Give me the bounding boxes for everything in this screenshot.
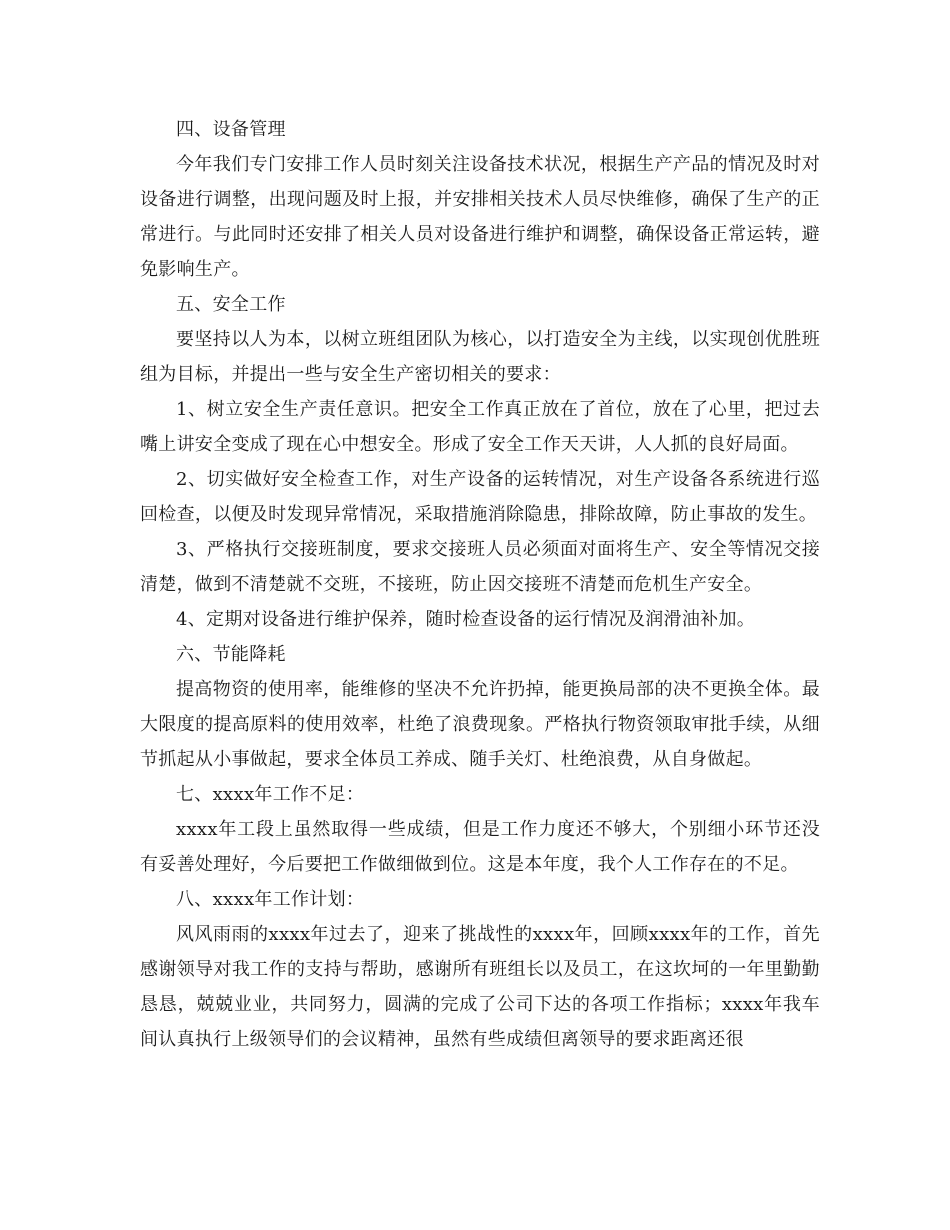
paragraph-energy: 提高物资的使用率，能维修的坚决不允许扔掉，能更换局部的决不更换全体。最大限度的提高原料的使用效率，杜绝了浪费现象。严格执行物资领取审批手续，从细节抓起从小事做起，要求全体员工养成、随手关灯、杜绝浪费，从自身做起。 [140,679,820,770]
paragraph-equipment: 今年我们专门安排工作人员时刻关注设备技术状况，根据生产产品的情况及时对设备进行调整，出现问题及时上报，并安排相关技术人员尽快维修，确保了生产的正常进行。与此同时还安排了相关人员对设备进行维护和调整，确保设备正常运转，避免影响生产。 [140,154,820,280]
paragraph-safety-intro: 要坚持以人为本，以树立班组团队为核心，以打造安全为主线，以实现创优胜班组为目标，并提出一些与安全生产密切相关的要求： [140,329,820,385]
section-heading-energy: 六、节能降耗 [176,644,286,665]
section-heading-safety: 五、安全工作 [176,294,286,315]
paragraph-plan: 风风雨雨的xxxx年过去了，迎来了挑战性的xxxx年，回顾xxxx年的工作，首先感谢领导对我工作的支持与帮助，感谢所有班组长以及员工，在这坎坷的一年里勤勤恳恳，兢兢业业，共同努力，圆满的完成了公司下达的各项工作指标；xxxx年我车间认真执行上级领导们的会议精神，虽然有些成绩但离领导的要求距离还很 [140,924,820,1050]
section-heading-plan: 八、xxxx年工作计划： [176,889,365,910]
paragraph-shortcomings: xxxx年工段上虽然取得一些成绩，但是工作力度还不够大，个别细小环节还没有妥善处理好，今后要把工作做细做到位。这是本年度，我个人工作存在的不足。 [140,819,820,875]
document-page [140,112,820,1057]
paragraph-safety-item-1: 1、树立安全生产责任意识。把安全工作真正放在了首位，放在了心里，把过去嘴上讲安全变成了现在心中想安全。形成了安全工作天天讲，人人抓的良好局面。 [140,399,820,455]
paragraph-safety-item-2: 2、切实做好安全检查工作，对生产设备的运转情况，对生产设备各系统进行巡回检查，以便及时发现异常情况，采取措施消除隐患，排除故障，防止事故的发生。 [140,469,820,525]
paragraph-safety-item-3: 3、严格执行交接班制度，要求交接班人员必须面对面将生产、安全等情况交接清楚，做到不清楚就不交班，不接班，防止因交接班不清楚而危机生产安全。 [140,539,820,595]
section-heading-equipment: 四、设备管理 [176,119,286,140]
paragraph-safety-item-4: 4、定期对设备进行维护保养，随时检查设备的运行情况及润滑油补加。 [176,609,756,630]
section-heading-shortcomings: 七、xxxx年工作不足： [176,784,365,805]
